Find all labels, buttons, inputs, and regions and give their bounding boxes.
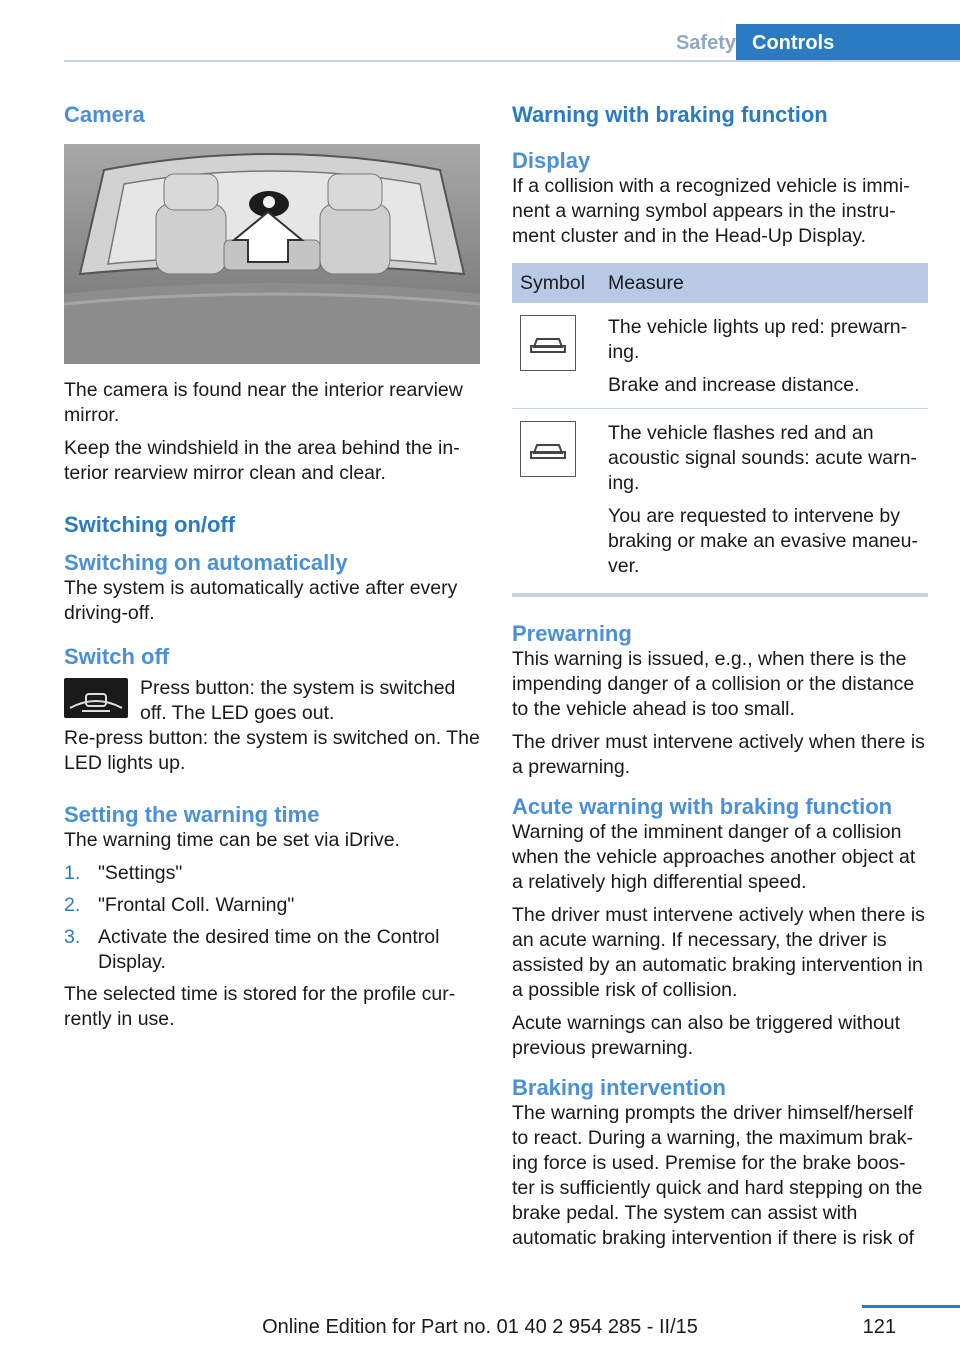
display-heading: Display [512, 148, 591, 173]
car-warning-icon [64, 678, 128, 718]
measure-text: The vehicle lights up red: prewarn‐ing. [608, 316, 908, 363]
table-bottom-rule [512, 593, 928, 597]
table-row [512, 303, 928, 409]
display-text: If a collision with a recognized vehicle is immi‐nent a warning symbol appears in the instru‐ment cluster and in the Head-Up Display. [512, 175, 910, 247]
footer-accent-line [862, 1305, 960, 1308]
camera-heading: Camera [64, 102, 145, 127]
step-text: Activate the desired time on the Control Display. [98, 926, 440, 973]
right-column [512, 102, 928, 1251]
switching-heading: Switching on/off [64, 512, 236, 537]
switch-off-heading: Switch off [64, 644, 170, 669]
step-number: 1. [64, 862, 81, 884]
steps-list [64, 861, 482, 975]
symbol-cell [512, 409, 600, 590]
collision-warning-button-icon [64, 678, 128, 718]
symbol-cell [512, 303, 600, 409]
edition-footer: Online Edition for Part no. 01 40 2 954 285 - II/15 [262, 1316, 698, 1338]
step-text: "Frontal Coll. Warning" [98, 894, 295, 916]
col-symbol-header: Symbol [512, 263, 600, 303]
acute-text-1: Warning of the imminent danger of a collision when the vehicle approaches another object at a relatively high differential speed. [512, 821, 916, 893]
auto-heading: Switching on automatically [64, 550, 348, 575]
warning-time-text: The warning time can be set via iDrive. [64, 829, 400, 851]
switch-off-text: Press button: the system is switched off. The LED goes out. [140, 677, 456, 724]
list-item [64, 893, 482, 918]
braking-text: The warning prompts the driver himself/herself to react. During a warning, the maximum brak‐ing force is used. Premise for the brake boos‐ter is sufficiently quick and hard stepping on the brake pedal. The system can assist with automatic braking intervention if there is risk of [512, 1102, 923, 1249]
measure-cell [600, 303, 928, 409]
header-divider [64, 60, 960, 62]
car-symbol-icon [520, 421, 576, 477]
camera-figure [64, 144, 480, 364]
page-number: 121 [862, 1316, 896, 1338]
step-number: 3. [64, 926, 81, 948]
acute-text-2: The driver must intervene actively when there is an acute warning. If necessary, the driver is assisted by an automatic braking intervention in a possible risk of collision. [512, 904, 925, 1001]
measure-text: You are requested to intervene by braking or make an evasive maneu‐ver. [608, 505, 918, 577]
car-symbol-icon [520, 315, 576, 371]
wbf-heading: Warning with braking function [512, 102, 828, 127]
stored-text: The selected time is stored for the profile cur‐rently in use. [64, 983, 456, 1030]
camera-location-text: The camera is found near the interior rearview mirror. [64, 379, 463, 426]
list-item [64, 861, 482, 886]
warning-time-heading: Setting the warning time [64, 802, 320, 827]
step-text: "Settings" [98, 862, 183, 884]
table-row [512, 409, 928, 590]
auto-text: The system is automatically active after every driving-off. [64, 577, 458, 624]
prewarning-heading: Prewarning [512, 621, 632, 646]
left-column-body [64, 378, 482, 1032]
braking-heading: Braking intervention [512, 1075, 726, 1100]
prewarning-text-1: This warning is issued, e.g., when there is the impending danger of a collision or the distance to the vehicle ahead is too small. [512, 648, 915, 720]
tab-safety[interactable]: Safety [675, 32, 736, 54]
acute-text-3: Acute warnings can also be triggered without previous prewarning. [512, 1012, 901, 1059]
list-item [64, 925, 482, 975]
measure-text: The vehicle flashes red and an acoustic signal sounds: acute warn‐ing. [608, 422, 917, 494]
left-column [64, 102, 482, 128]
repress-text: Re-press button: the system is switched on. The LED lights up. [64, 727, 480, 774]
prewarning-text-2: The driver must intervene actively when there is a prewarning. [512, 731, 925, 778]
camera-clean-text: Keep the windshield in the area behind the in‐terior rearview mirror clean and clear. [64, 437, 460, 484]
table-header-row [512, 263, 928, 303]
tab-controls[interactable]: Controls [736, 24, 960, 62]
step-number: 2. [64, 894, 81, 916]
acute-heading: Acute warning with braking function [512, 794, 893, 819]
measure-text: Brake and increase distance. [608, 374, 860, 396]
measure-cell [600, 409, 928, 590]
col-measure-header: Measure [600, 263, 928, 303]
warning-symbol-table [512, 263, 928, 589]
interior-mirror-camera-illustration [64, 144, 480, 364]
switch-off-row [64, 676, 482, 726]
